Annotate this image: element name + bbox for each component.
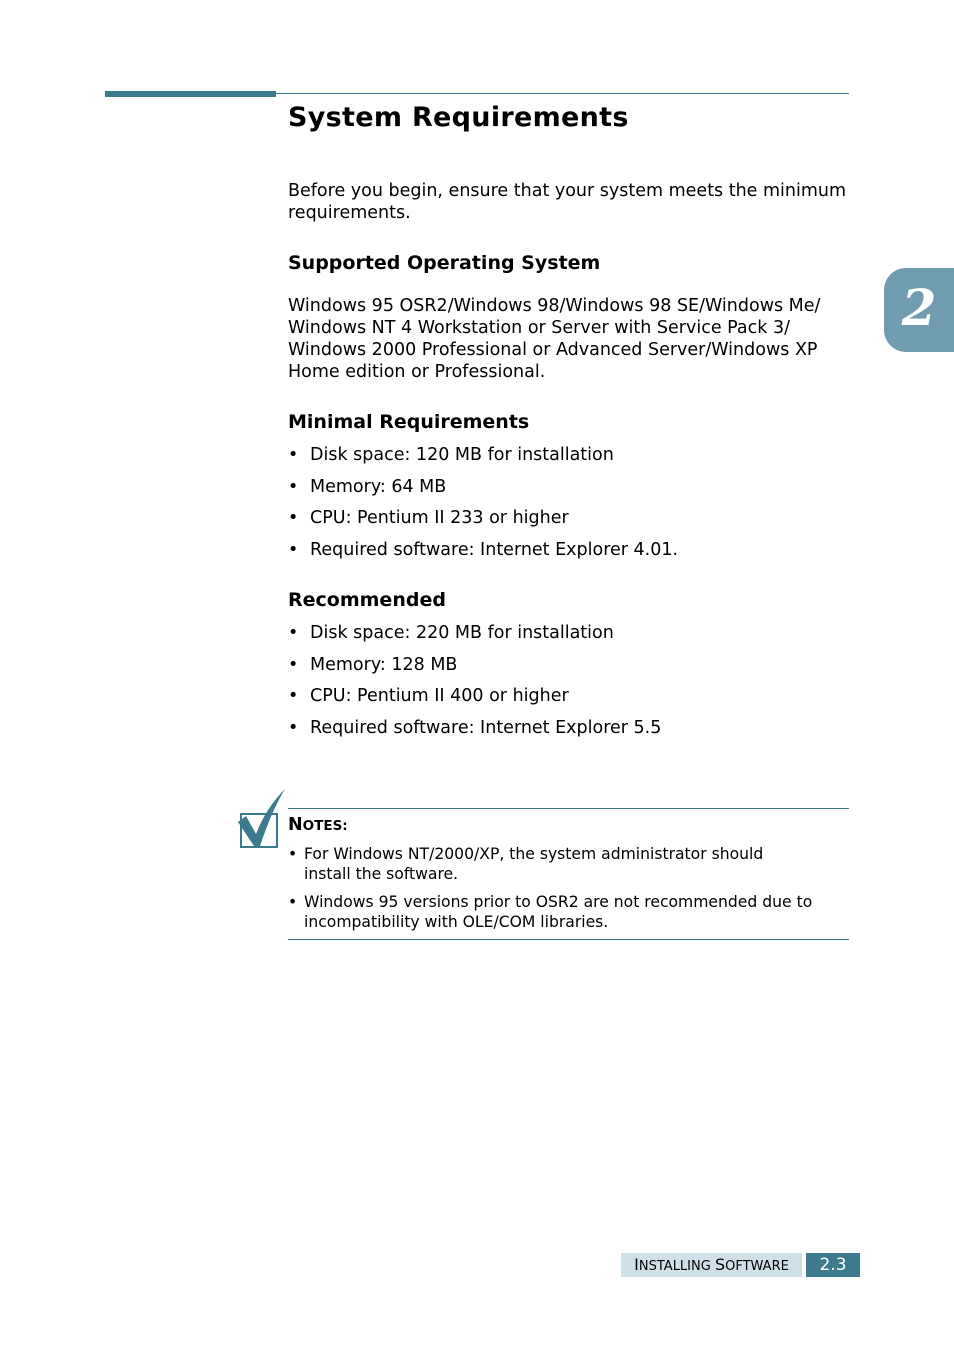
os-heading: Supported Operating System — [288, 252, 601, 274]
list-item: • Disk space: 220 MB for installation — [288, 623, 614, 643]
os-line: Windows NT 4 Workstation or Server with Service Pack 3/ — [288, 318, 791, 338]
list-item: • Required software: Internet Explorer 4.01. — [288, 539, 679, 560]
notes-heading: NOTES: — [288, 815, 348, 835]
list-item: • Memory: 128 MB — [288, 654, 458, 675]
notes-top-rule — [288, 808, 849, 809]
intro-paragraph: Before you begin, ensure that your system meets the minimum requirements. — [288, 181, 847, 223]
minimal-heading: Minimal Requirements — [288, 411, 530, 433]
recommended-heading: Recommended — [288, 589, 446, 611]
chapter-number: 2 — [901, 278, 937, 337]
header-rule-thick — [105, 91, 276, 97]
page-title: System Requirements — [288, 102, 629, 133]
os-line: Home edition or Professional. — [288, 362, 546, 382]
minimal-list — [288, 444, 678, 570]
header-rule-thin — [276, 93, 849, 94]
list-item: • Disk space: 120 MB for installation — [288, 445, 614, 465]
note-item: • Windows 95 versions prior to OSR2 are not recommended due to incompatibility with OLE/COM libraries. — [288, 893, 813, 931]
page-number: 2.3 — [806, 1253, 860, 1277]
footer-section-label: INSTALLING SOFTWARE — [621, 1253, 802, 1277]
recommended-list — [288, 622, 661, 748]
list-item: • Memory: 64 MB — [288, 476, 447, 497]
notes-bottom-rule — [288, 939, 849, 940]
list-item: • CPU: Pentium II 233 or higher — [288, 508, 569, 529]
chapter-tab — [884, 268, 954, 352]
list-item: • CPU: Pentium II 400 or higher — [288, 686, 569, 707]
note-item: • For Windows NT/2000/XP, the system administrator should install the software. — [288, 845, 764, 883]
os-paragraph — [288, 295, 858, 383]
checkmark-note-icon — [236, 788, 288, 852]
os-line: Windows 95 OSR2/Windows 98/Windows 98 SE/Windows Me/ — [288, 296, 821, 316]
list-item: • Required software: Internet Explorer 5.5 — [288, 717, 662, 738]
os-line: Windows 2000 Professional or Advanced Server/Windows XP — [288, 340, 818, 360]
